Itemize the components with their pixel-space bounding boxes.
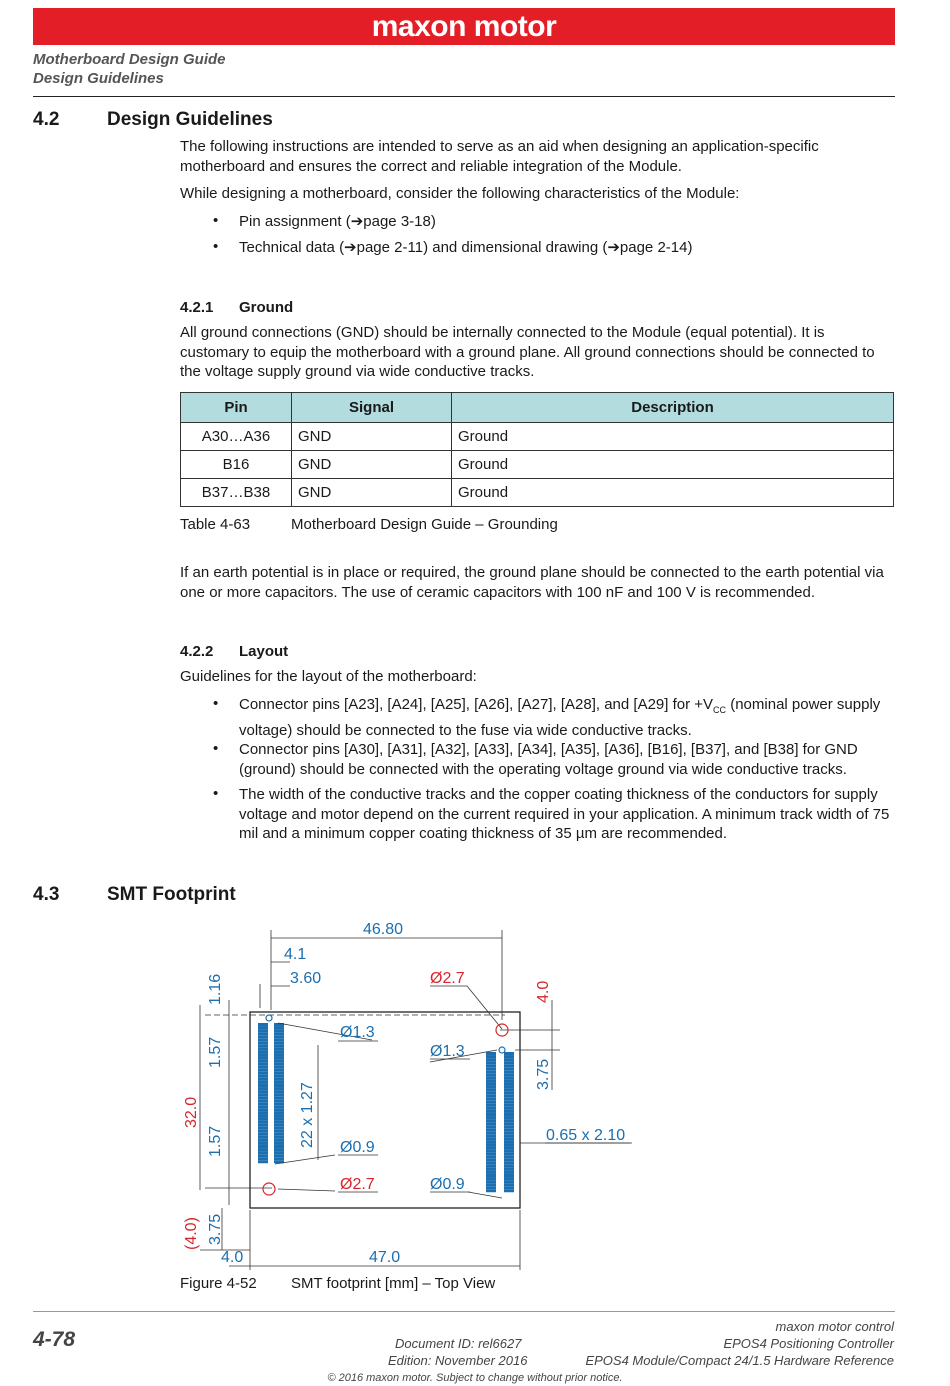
- smt-pad: [504, 1083, 514, 1086]
- smt-pad: [504, 1067, 514, 1070]
- dim-height: 32.0: [183, 1096, 200, 1128]
- smt-pad: [258, 1029, 268, 1032]
- smt-pad: [504, 1116, 514, 1119]
- smt-pad: [274, 1121, 284, 1124]
- smt-pad: [274, 1087, 284, 1090]
- smt-pad: [258, 1124, 268, 1127]
- smt-pad: [274, 1054, 284, 1057]
- smt-pad: [258, 1084, 268, 1087]
- smt-pad: [504, 1168, 514, 1171]
- earth-potential-text: If an earth potential is in place or required, the ground plane should be connected to the earth potential via one or more capacitors. The use of ceramic capacitors with 100 nF and 100 V is recommended.: [180, 564, 884, 601]
- smt-pad: [274, 1099, 284, 1102]
- smt-pad: [258, 1054, 268, 1057]
- smt-pad: [504, 1052, 514, 1055]
- section-4-2-1-title: Ground: [239, 299, 294, 316]
- section-4-2-number: 4.2: [33, 109, 60, 130]
- smt-pad: [504, 1101, 514, 1104]
- smt-pad: [504, 1134, 514, 1137]
- smt-pad: [504, 1064, 514, 1067]
- smt-pad: [504, 1125, 514, 1128]
- smt-pad: [258, 1093, 268, 1096]
- ground-text: All ground connections (GND) should be internally connected to the Module (equal potential). It is customary to equip the motherboard with a ground plane. All ground connections should be connected to the voltage supply ground via wide conductive tracks.: [180, 324, 875, 380]
- smt-pad: [258, 1142, 268, 1145]
- smt-pad: [274, 1081, 284, 1084]
- smt-pad: [274, 1118, 284, 1121]
- smt-pad: [486, 1119, 496, 1122]
- board-outline: [250, 1012, 520, 1208]
- smt-pad: [258, 1127, 268, 1130]
- section-4-3-number: 4.3: [33, 884, 60, 905]
- smt-pad: [504, 1128, 514, 1131]
- section-4-2-lead: While designing a motherboard, consider the following characteristics of the Module:: [180, 185, 740, 202]
- smt-pad: [274, 1154, 284, 1157]
- smt-pad: [504, 1079, 514, 1082]
- footer-document-id: Document ID: rel6627: [395, 1336, 522, 1351]
- smt-pad: [274, 1139, 284, 1142]
- smt-pad: [274, 1142, 284, 1145]
- bullet-technical-data: Technical data (➔page 2-11) and dimensional drawing (➔page 2-14): [239, 239, 693, 256]
- smt-pad: [504, 1095, 514, 1098]
- smt-pad: [486, 1116, 496, 1119]
- smt-pad: [274, 1072, 284, 1075]
- smt-pad: [274, 1151, 284, 1154]
- smt-pad: [258, 1026, 268, 1029]
- dim-pad-dia-right: Ø0.9: [430, 1176, 465, 1193]
- smt-pad: [504, 1162, 514, 1165]
- table-cell-description: Ground: [452, 423, 894, 451]
- smt-pad: [486, 1159, 496, 1162]
- smt-pad: [504, 1189, 514, 1192]
- smt-pad: [504, 1150, 514, 1153]
- smt-pad: [504, 1165, 514, 1168]
- smt-pad: [274, 1066, 284, 1069]
- smt-pad: [274, 1115, 284, 1118]
- smt-pad: [504, 1180, 514, 1183]
- smt-pad: [274, 1050, 284, 1053]
- page-number: 4-78: [33, 1328, 76, 1351]
- dim-bottom-4-0: 4.0: [221, 1249, 244, 1266]
- smt-pad: [258, 1078, 268, 1081]
- smt-pad: [258, 1105, 268, 1108]
- section-4-3-title: SMT Footprint: [107, 884, 236, 905]
- smt-pad: [486, 1070, 496, 1073]
- fiducial-left: [266, 1015, 272, 1021]
- smt-pad: [258, 1133, 268, 1136]
- section-4-2-1-number: 4.2.1: [180, 299, 214, 316]
- section-4-2-2-number: 4.2.2: [180, 643, 214, 660]
- smt-pad: [504, 1098, 514, 1101]
- smt-pad: [274, 1130, 284, 1133]
- smt-pad: [504, 1119, 514, 1122]
- smt-pad: [274, 1035, 284, 1038]
- smt-pad: [504, 1171, 514, 1174]
- table-caption-number: Table 4-63: [180, 516, 251, 533]
- smt-pad: [258, 1136, 268, 1139]
- table-header-description: Description: [452, 393, 894, 423]
- smt-pad: [258, 1081, 268, 1084]
- smt-pad: [258, 1154, 268, 1157]
- figure-caption-number: Figure 4-52: [180, 1275, 257, 1292]
- smt-pad: [486, 1067, 496, 1070]
- smt-pad: [258, 1047, 268, 1050]
- smt-pad: [258, 1148, 268, 1151]
- dim-hole-bottom-left: Ø2.7: [340, 1176, 375, 1193]
- table-cell-signal: GND: [292, 479, 452, 507]
- dim-pad-dia-left: Ø0.9: [340, 1139, 375, 1156]
- smt-pad: [258, 1035, 268, 1038]
- smt-pad: [504, 1073, 514, 1076]
- smt-pad: [504, 1061, 514, 1064]
- section-4-2-title: Design Guidelines: [107, 109, 273, 130]
- smt-pad: [486, 1144, 496, 1147]
- smt-pad: [274, 1084, 284, 1087]
- smt-pad: [486, 1076, 496, 1079]
- smt-pad: [258, 1069, 268, 1072]
- smt-pad: [486, 1140, 496, 1143]
- dim-bottom-width: 47.0: [369, 1249, 401, 1266]
- smt-pad: [258, 1118, 268, 1121]
- table-cell-pin: B37…B38: [181, 479, 292, 507]
- dim-hole-top-right: Ø2.7: [430, 970, 465, 987]
- layout-intro: Guidelines for the layout of the motherboard:: [180, 668, 477, 685]
- smt-pad: [258, 1096, 268, 1099]
- smt-pad: [258, 1038, 268, 1041]
- smt-pad: [274, 1105, 284, 1108]
- dim-4-1: 4.1: [284, 946, 307, 963]
- pad-row-left-b: [274, 1023, 284, 1163]
- smt-pad: [258, 1099, 268, 1102]
- dim-1-57-top: 1.57: [207, 1036, 224, 1068]
- smt-pad: [486, 1177, 496, 1180]
- smt-pad: [486, 1055, 496, 1058]
- smt-pad: [258, 1050, 268, 1053]
- smt-pad: [486, 1098, 496, 1101]
- smt-pad: [274, 1029, 284, 1032]
- section-4-2-2-title: Layout: [239, 643, 289, 660]
- figure-caption-text: SMT footprint [mm] – Top View: [291, 1275, 496, 1292]
- smt-pad: [486, 1101, 496, 1104]
- smt-pad: [486, 1153, 496, 1156]
- smt-pad: [274, 1127, 284, 1130]
- smt-pad: [258, 1139, 268, 1142]
- smt-pad: [486, 1110, 496, 1113]
- table-header-signal: Signal: [292, 393, 452, 423]
- smt-pad: [274, 1038, 284, 1041]
- smt-pad: [258, 1115, 268, 1118]
- table-cell-description: Ground: [452, 479, 894, 507]
- smt-pad: [258, 1111, 268, 1114]
- smt-pad: [258, 1044, 268, 1047]
- smt-pad: [486, 1125, 496, 1128]
- dim-3-75-right: 3.75: [535, 1058, 552, 1090]
- smt-pad: [504, 1055, 514, 1058]
- bullet-gnd-pins: Connector pins [A30], [A31], [A32], [A33], [A34], [A35], [A36], [B16], [B37], and [B38] for GND (ground) should be connected with the operating voltage ground via wide conductive tracks.: [239, 741, 858, 778]
- footer-product: EPOS4 Positioning Controller: [723, 1336, 894, 1351]
- smt-pad: [486, 1092, 496, 1095]
- smt-pad: [258, 1121, 268, 1124]
- smt-pad: [504, 1140, 514, 1143]
- smt-pad: [486, 1168, 496, 1171]
- smt-pad: [504, 1177, 514, 1180]
- smt-pad: [486, 1147, 496, 1150]
- table-cell-description: Ground: [452, 451, 894, 479]
- smt-pad: [486, 1083, 496, 1086]
- smt-pad: [486, 1171, 496, 1174]
- smt-pad: [274, 1090, 284, 1093]
- smt-pad: [274, 1108, 284, 1111]
- smt-pad: [486, 1107, 496, 1110]
- smt-pad: [274, 1075, 284, 1078]
- footer-copyright: © 2016 maxon motor. Subject to change without prior notice.: [327, 1372, 623, 1384]
- dim-1-57-bottom: 1.57: [207, 1125, 224, 1157]
- smt-pad: [258, 1087, 268, 1090]
- section-4-2-intro: The following instructions are intended to serve as an aid when designing an application-specific motherboard and ensures the correct and reliable integration of the Module.: [180, 138, 819, 175]
- table-cell-pin: A30…A36: [181, 423, 292, 451]
- footer-company: maxon motor control: [775, 1319, 894, 1334]
- fiducial-right: [499, 1047, 505, 1053]
- bullet-dot: •: [213, 695, 219, 712]
- smt-pad: [274, 1102, 284, 1105]
- dim-top-width: 46.80: [363, 921, 404, 938]
- smt-pad: [486, 1134, 496, 1137]
- footer-reference: EPOS4 Module/Compact 24/1.5 Hardware Reference: [585, 1353, 894, 1368]
- smt-pad: [274, 1148, 284, 1151]
- smt-pad: [486, 1174, 496, 1177]
- smt-pad: [486, 1089, 496, 1092]
- table-caption-text: Motherboard Design Guide – Grounding: [291, 516, 558, 533]
- smt-pad: [274, 1136, 284, 1139]
- smt-pad: [504, 1147, 514, 1150]
- smt-pad: [486, 1165, 496, 1168]
- smt-pad: [258, 1151, 268, 1154]
- bullet-pin-assignment: Pin assignment (➔page 3-18): [239, 213, 436, 230]
- dim-paren-4-0: (4.0): [183, 1217, 200, 1250]
- header-guide-title: Motherboard Design Guide: [33, 51, 226, 68]
- bullet-dot: •: [213, 212, 219, 229]
- smt-pad: [504, 1110, 514, 1113]
- smt-pad: [504, 1058, 514, 1061]
- smt-pad: [504, 1183, 514, 1186]
- smt-pad: [486, 1122, 496, 1125]
- smt-pad: [486, 1064, 496, 1067]
- smt-pad: [504, 1186, 514, 1189]
- smt-pad: [504, 1089, 514, 1092]
- bullet-dot: •: [213, 785, 219, 802]
- smt-pad: [274, 1111, 284, 1114]
- smt-pad: [486, 1058, 496, 1061]
- smt-pad: [486, 1095, 496, 1098]
- smt-pad: [486, 1073, 496, 1076]
- smt-pad: [486, 1052, 496, 1055]
- smt-pad: [274, 1096, 284, 1099]
- smt-pad: [504, 1144, 514, 1147]
- smt-pad: [258, 1057, 268, 1060]
- smt-pad: [486, 1180, 496, 1183]
- smt-pad: [486, 1086, 496, 1089]
- brand-logo-text: maxon motor: [371, 10, 557, 43]
- bullet-dot: •: [213, 238, 219, 255]
- footer-edition: Edition: November 2016: [388, 1353, 528, 1368]
- smt-pad: [486, 1162, 496, 1165]
- bullet-dot: •: [213, 740, 219, 757]
- smt-pad: [504, 1131, 514, 1134]
- bullet-vcc-pins: Connector pins [A23], [A24], [A25], [A26], [A27], [A28], and [A29] for $+V_{CC}$ (nominal power supply voltage) should be connected to the fuse via wide conductive tracks.: [239, 696, 881, 739]
- smt-pad: [486, 1079, 496, 1082]
- smt-pad: [258, 1075, 268, 1078]
- smt-pad: [258, 1102, 268, 1105]
- smt-pad: [258, 1108, 268, 1111]
- smt-pad: [274, 1044, 284, 1047]
- smt-pad: [504, 1174, 514, 1177]
- smt-pad: [504, 1113, 514, 1116]
- smt-pad: [504, 1086, 514, 1089]
- dim-hole-small-right: Ø1.3: [430, 1043, 465, 1060]
- smt-pad: [274, 1157, 284, 1160]
- smt-pad: [504, 1070, 514, 1073]
- bullet-track-width: The width of the conductive tracks and the copper coating thickness of the conductors for supply voltage and motor depend on the current required in your application. A minimum track width of 75 mil and a minimum copper coating thickness of 35 µm are recommended.: [239, 786, 890, 842]
- smt-pad: [274, 1063, 284, 1066]
- smt-pad: [274, 1057, 284, 1060]
- smt-pad: [274, 1078, 284, 1081]
- dim-hole-small-left: Ø1.3: [340, 1024, 375, 1041]
- smt-pad: [258, 1145, 268, 1148]
- smt-pad: [486, 1189, 496, 1192]
- smt-pad: [258, 1032, 268, 1035]
- smt-pad: [504, 1076, 514, 1079]
- table-cell-signal: GND: [292, 423, 452, 451]
- smt-pad: [274, 1093, 284, 1096]
- table-header-pin: Pin: [181, 393, 292, 423]
- footer-rule: [33, 1311, 895, 1312]
- smt-pad: [486, 1150, 496, 1153]
- smt-pad: [258, 1157, 268, 1160]
- smt-pad: [274, 1041, 284, 1044]
- smt-pad: [504, 1122, 514, 1125]
- smt-pad: [258, 1072, 268, 1075]
- pad-row-left-a: [258, 1023, 268, 1163]
- smt-pad: [274, 1145, 284, 1148]
- smt-pad: [504, 1156, 514, 1159]
- smt-pad: [274, 1069, 284, 1072]
- smt-pad: [504, 1092, 514, 1095]
- smt-pad: [274, 1060, 284, 1063]
- smt-pad: [258, 1160, 268, 1163]
- smt-pad: [486, 1137, 496, 1140]
- smt-pad: [258, 1063, 268, 1066]
- smt-pad: [274, 1133, 284, 1136]
- dim-1-16: 1.16: [207, 973, 224, 1005]
- smt-pad: [486, 1186, 496, 1189]
- smt-pad: [258, 1041, 268, 1044]
- mounting-hole-bottom-left: [263, 1183, 275, 1195]
- smt-pad: [486, 1183, 496, 1186]
- table-cell-pin: B16: [181, 451, 292, 479]
- smt-pad: [258, 1023, 268, 1026]
- smt-pad: [486, 1128, 496, 1131]
- smt-pad: [504, 1153, 514, 1156]
- dim-pitch: 22 x 1.27: [299, 1082, 316, 1148]
- smt-pad: [258, 1130, 268, 1133]
- header-section-title: Design Guidelines: [33, 70, 164, 87]
- smt-pad: [486, 1113, 496, 1116]
- smt-pad: [486, 1104, 496, 1107]
- pad-row-right: [486, 1052, 514, 1192]
- smt-pad: [274, 1032, 284, 1035]
- dim-3-75-left: 3.75: [207, 1213, 224, 1245]
- dim-right-4-0: 4.0: [535, 980, 552, 1003]
- table-cell-signal: GND: [292, 451, 452, 479]
- smt-pad: [486, 1131, 496, 1134]
- smt-pad: [486, 1156, 496, 1159]
- smt-pad: [504, 1104, 514, 1107]
- dim-3-60: 3.60: [290, 970, 322, 987]
- smt-pad: [486, 1061, 496, 1064]
- smt-pad: [504, 1137, 514, 1140]
- smt-pad: [504, 1107, 514, 1110]
- smt-pad: [274, 1047, 284, 1050]
- smt-pad: [274, 1124, 284, 1127]
- dim-pad-size: 0.65 x 2.10: [546, 1127, 626, 1144]
- smt-pad: [274, 1026, 284, 1029]
- smt-pad: [258, 1090, 268, 1093]
- smt-pad: [258, 1066, 268, 1069]
- smt-pad: [504, 1159, 514, 1162]
- smt-pad: [258, 1060, 268, 1063]
